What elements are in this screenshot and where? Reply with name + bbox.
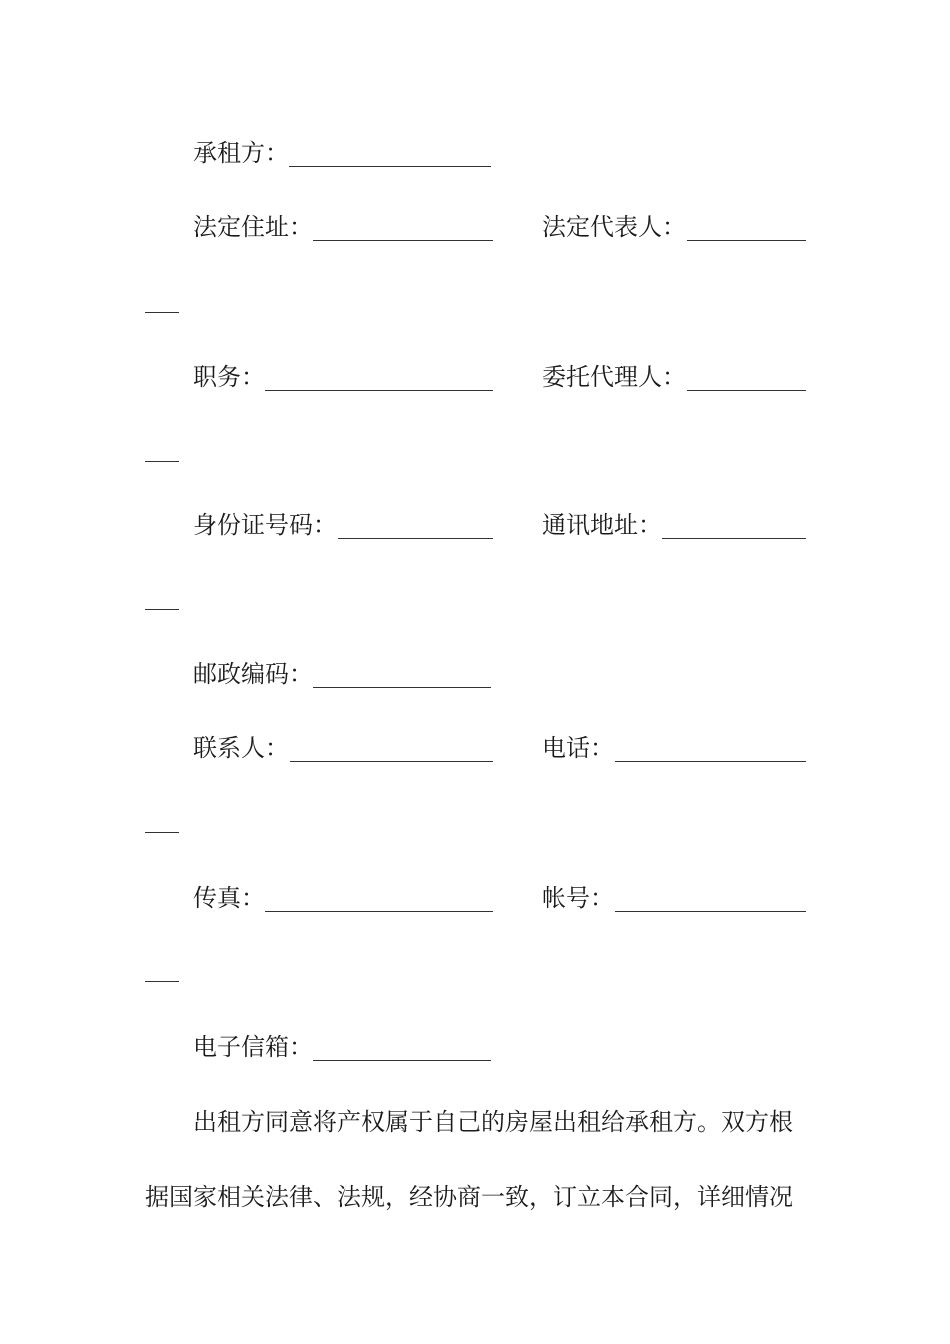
postcode-row — [193, 657, 493, 691]
fax-label: 传真： — [193, 884, 265, 912]
agent-blank — [687, 390, 806, 391]
account-blank-continued — [145, 981, 179, 982]
id-number-label: 身份证号码： — [193, 511, 337, 539]
mail-address-blank — [662, 538, 806, 539]
agent-blank-continued — [145, 461, 179, 462]
postcode-label: 邮政编码： — [193, 660, 313, 688]
fax-row — [193, 881, 495, 915]
account-label: 帐号： — [542, 884, 614, 912]
legal-rep-blank-continued — [145, 312, 179, 313]
position-blank — [265, 390, 493, 391]
phone-blank-continued — [145, 832, 179, 833]
account-row — [542, 881, 808, 915]
legal-rep-blank — [687, 240, 806, 241]
id-number-row — [193, 508, 495, 542]
legal-rep-row — [542, 210, 808, 244]
legal-rep-label: 法定代表人： — [542, 213, 686, 241]
agent-label: 委托代理人： — [542, 363, 686, 391]
lessee-blank — [289, 166, 491, 167]
lessee-label: 承租方： — [193, 139, 289, 167]
legal-address-row — [193, 210, 495, 244]
email-row — [193, 1030, 493, 1064]
legal-address-blank — [313, 240, 493, 241]
legal-address-label: 法定住址： — [193, 213, 313, 241]
id-number-blank — [338, 538, 493, 539]
lessee-row — [193, 136, 493, 170]
phone-label: 电话： — [542, 734, 614, 762]
contact-blank — [290, 761, 493, 762]
mail-address-label: 通讯地址： — [542, 511, 662, 539]
mail-address-row — [542, 508, 808, 542]
contact-label: 联系人： — [193, 734, 289, 762]
mail-address-blank-continued — [145, 609, 179, 610]
position-label: 职务： — [193, 363, 265, 391]
phone-row — [542, 731, 808, 765]
email-label: 电子信箱： — [193, 1033, 313, 1061]
body-paragraph-line-2: 据国家相关法律、法规，经协商一致，订立本合同，详细情况 — [145, 1183, 793, 1211]
agent-row — [542, 360, 808, 394]
fax-blank — [265, 911, 493, 912]
postcode-blank — [313, 687, 491, 688]
body-paragraph-line-1: 出租方同意将产权属于自己的房屋出租给承租方。双方根 — [193, 1108, 793, 1136]
account-blank — [615, 911, 806, 912]
position-row — [193, 360, 495, 394]
email-blank — [313, 1060, 491, 1061]
phone-blank — [615, 761, 806, 762]
contact-row — [193, 731, 495, 765]
